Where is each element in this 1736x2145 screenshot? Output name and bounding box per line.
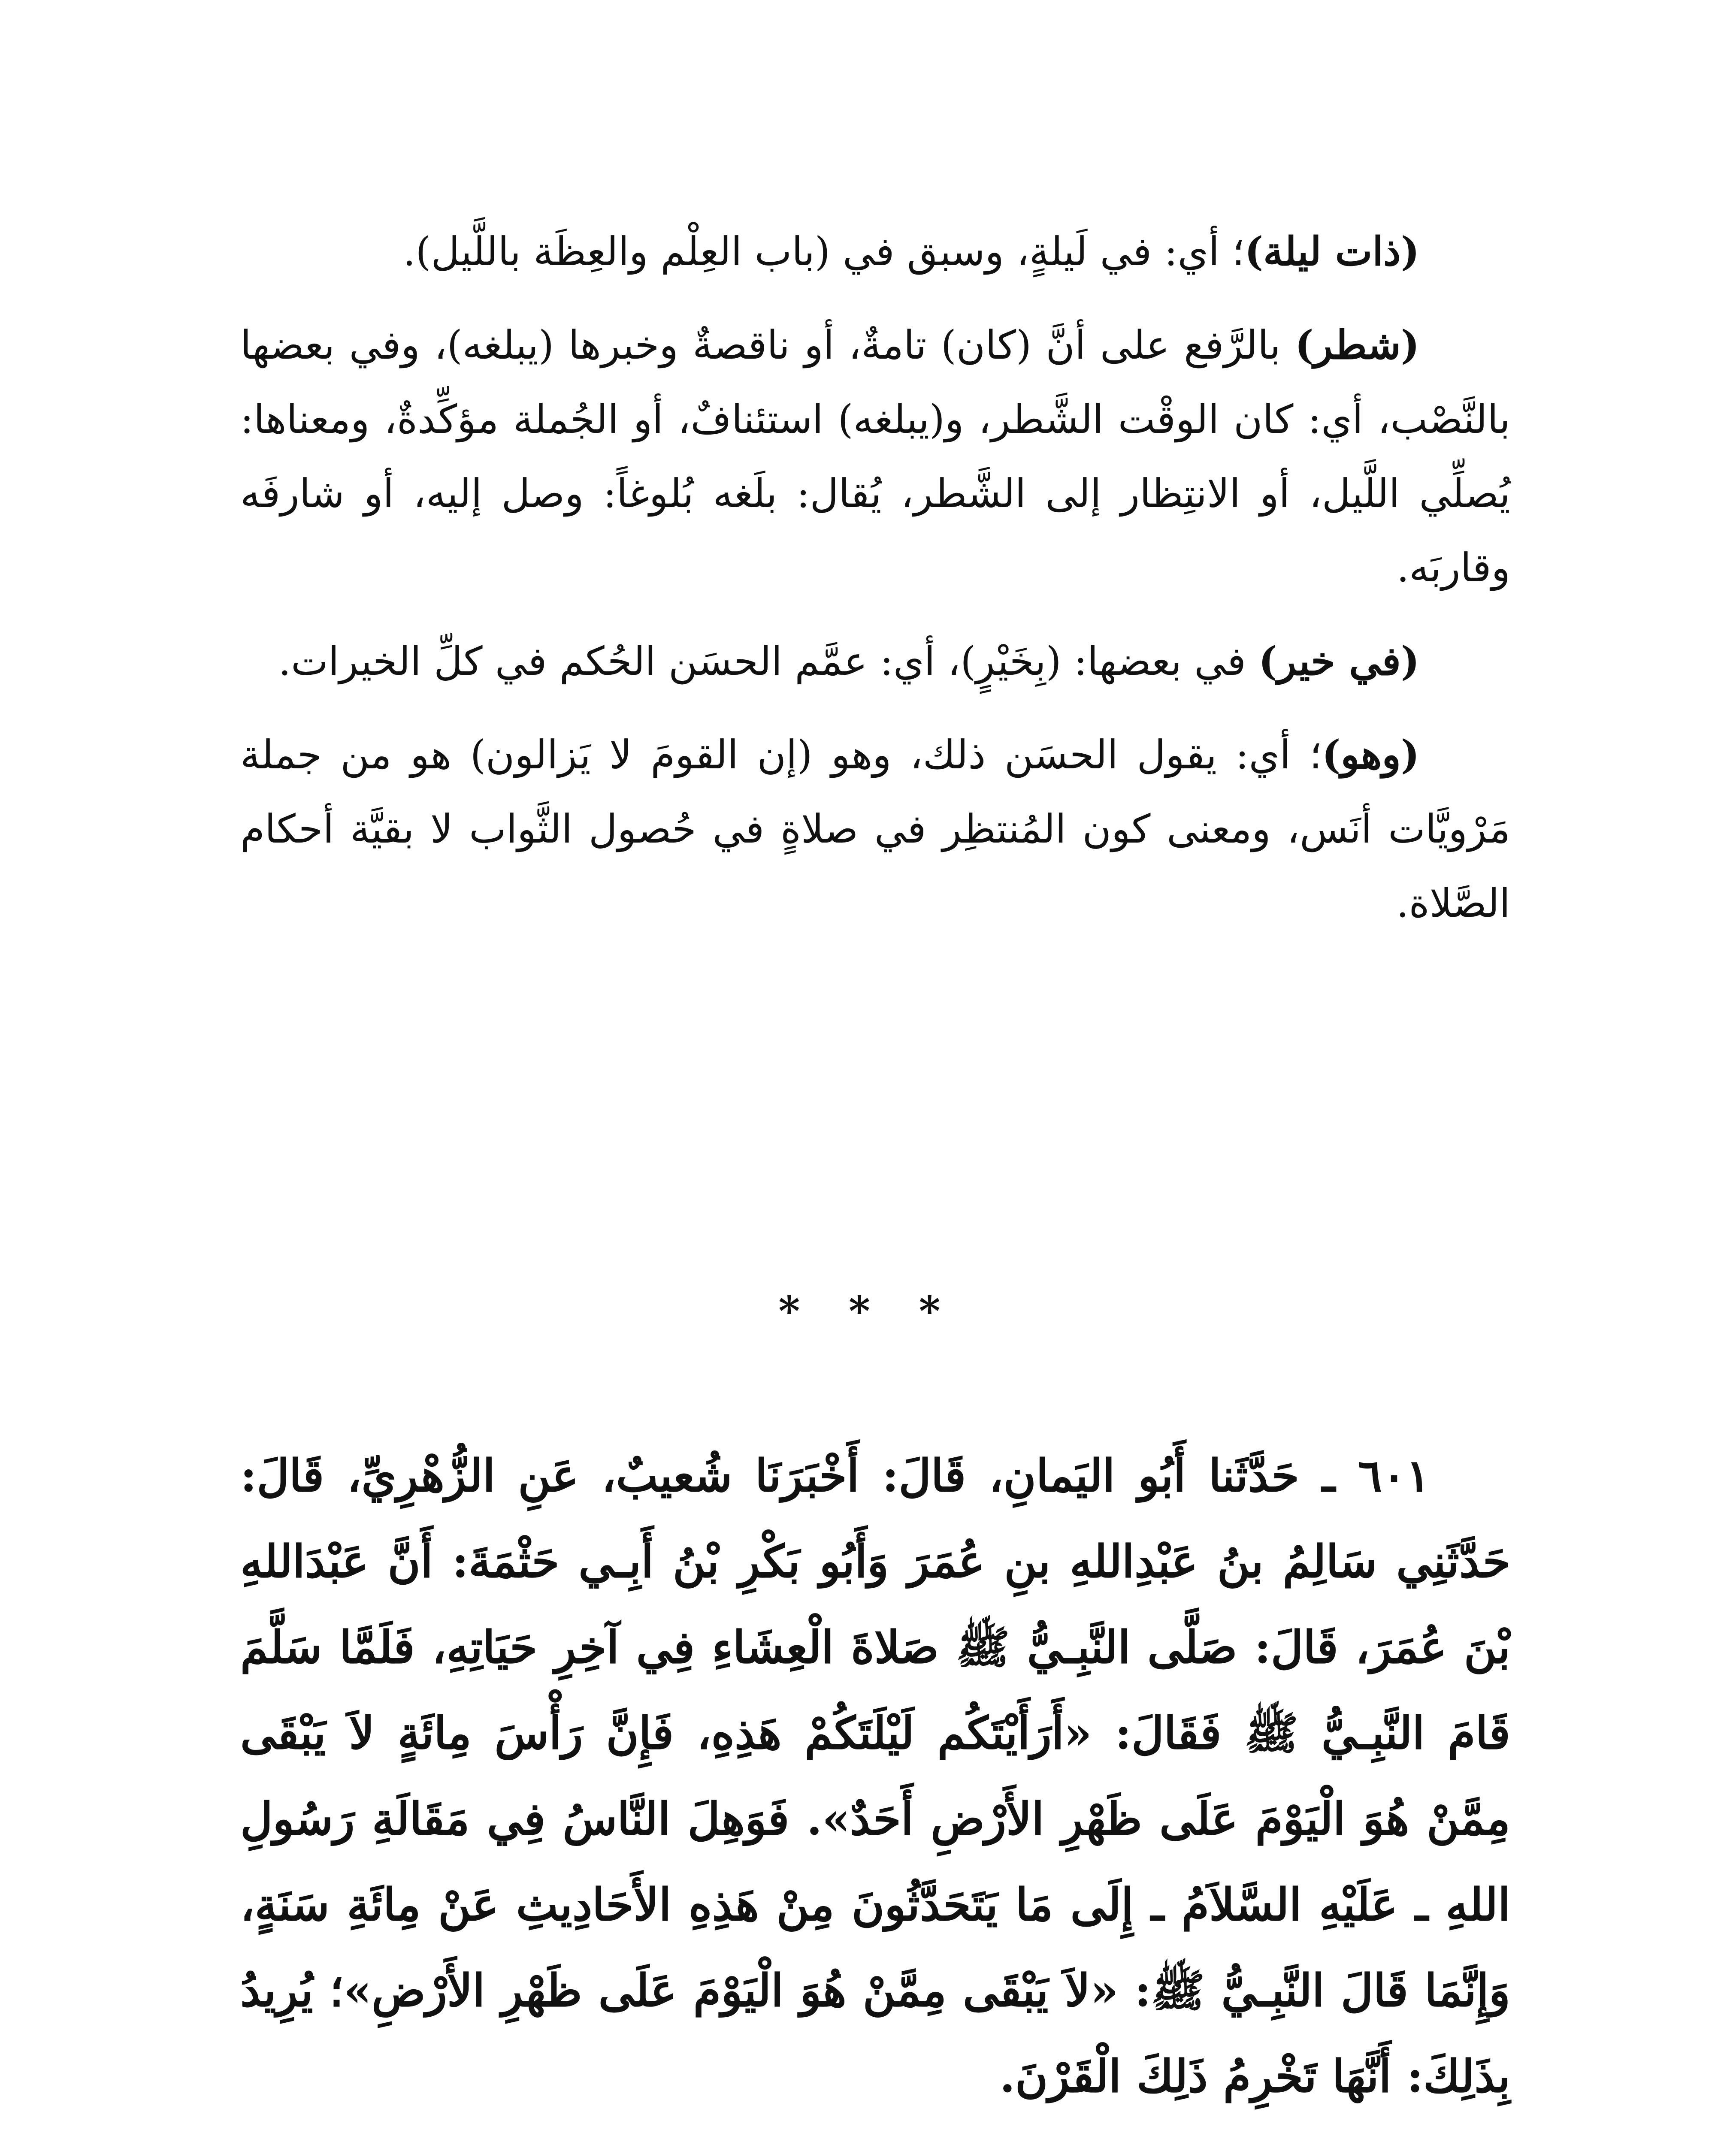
commentary-paragraph xyxy=(240,308,1510,605)
section-separator: * * * xyxy=(778,1287,958,1335)
hadith-text: ٦٠١ ـ حَدَّثَنا أَبُو اليَمانِ، قَالَ: أَخْبَرَنَا شُعيبٌ، عَنِ الزُّهْرِيِّ، قَالَ: حَدَّثَنِي سَالِمُ بنُ عَبْدِاللهِ بنِ عُمَرَ وَأَبُو بَكْرِ بْنُ أَبِـي حَثْمَةَ: أَنَّ عَبْدَاللهِ بْنَ عُمَرَ، قَالَ: صَلَّى النَّبِـيُّ ﷺ صَلاةَ الْعِشَاءِ فِي آخِرِ حَيَاتِهِ، فَلَمَّا سَلَّمَ قَامَ النَّبِـيُّ ﷺ فَقَالَ: «أَرَأَيْتَكُم لَيْلَتَكُمْ هَذِهِ، فَإِنَّ رَأْسَ مِائَةٍ لاَ يَبْقَى مِمَّنْ هُوَ الْيَوْمَ عَلَى ظَهْرِ الأَرْضِ أَحَدٌ». فَوَهِلَ النَّاسُ فِي مَقَالَةِ رَسُولِ اللهِ ـ عَلَيْهِ السَّلاَمُ ـ إِلَى مَا يَتَحَدَّثُونَ مِنْ هَذِهِ الأَحَادِيثِ عَنْ مِائَةِ سَنَةٍ، وَإِنَّمَا قَالَ النَّبِـيُّ ﷺ: «لاَ يَبْقَى مِمَّنْ هُوَ الْيَوْمَ عَلَى ظَهْرِ الأَرْضِ»؛ يُرِيدُ بِذَلِكَ: أَنَّهَا تَخْرِمُ ذَلِكَ الْقَرْنَ. xyxy=(240,1449,1510,2103)
hadith-section xyxy=(240,1433,1510,2119)
commentary-paragraph xyxy=(240,214,1510,289)
commentary-term: (في خير) xyxy=(1258,638,1420,684)
commentary-term: (شطر) xyxy=(1295,322,1420,368)
commentary-paragraph xyxy=(240,718,1510,940)
commentary-paragraph xyxy=(240,624,1510,698)
commentary-text: ؛ أي: في لَيلةٍ، وسبق في (باب العِلْم والعِظَة باللَّيل). xyxy=(403,229,1245,275)
commentary-text: بالرَّفع على أنَّ (كان) تامةٌ، أو ناقصةٌ وخبرها (يبلغه)، وفي بعضها بالنَّصْب، أي: كان الوقْت الشَّطر، و(يبلغه) استئنافٌ، أو الجُملة مؤكِّدةٌ، ومعناها: يُصلِّي اللَّيل، أو الانتِظار إلى الشَّطر، يُقال: بلَغه بُلوغاً: وصل إليه، أو شارفَه وقاربَه. xyxy=(240,322,1510,591)
commentary-text: في بعضها: (بِخَيْرٍ)، أي: عمَّم الحسَن الحُكم في كلِّ الخيرات. xyxy=(278,638,1259,684)
commentary-section xyxy=(240,214,1510,960)
commentary-term: (وهو) xyxy=(1322,731,1420,778)
commentary-text: ؛ أي: يقول الحسَن ذلك، وهو (إن القومَ لا يَزالون) هو من جملة مَرْويَّات أنَس، ومعنى كون المُنتظِر في صلاةٍ في حُصول الثَّواب لا بقيَّة أحكام الصَّلاة. xyxy=(240,732,1510,926)
commentary-term: (ذات ليلة) xyxy=(1244,228,1420,275)
